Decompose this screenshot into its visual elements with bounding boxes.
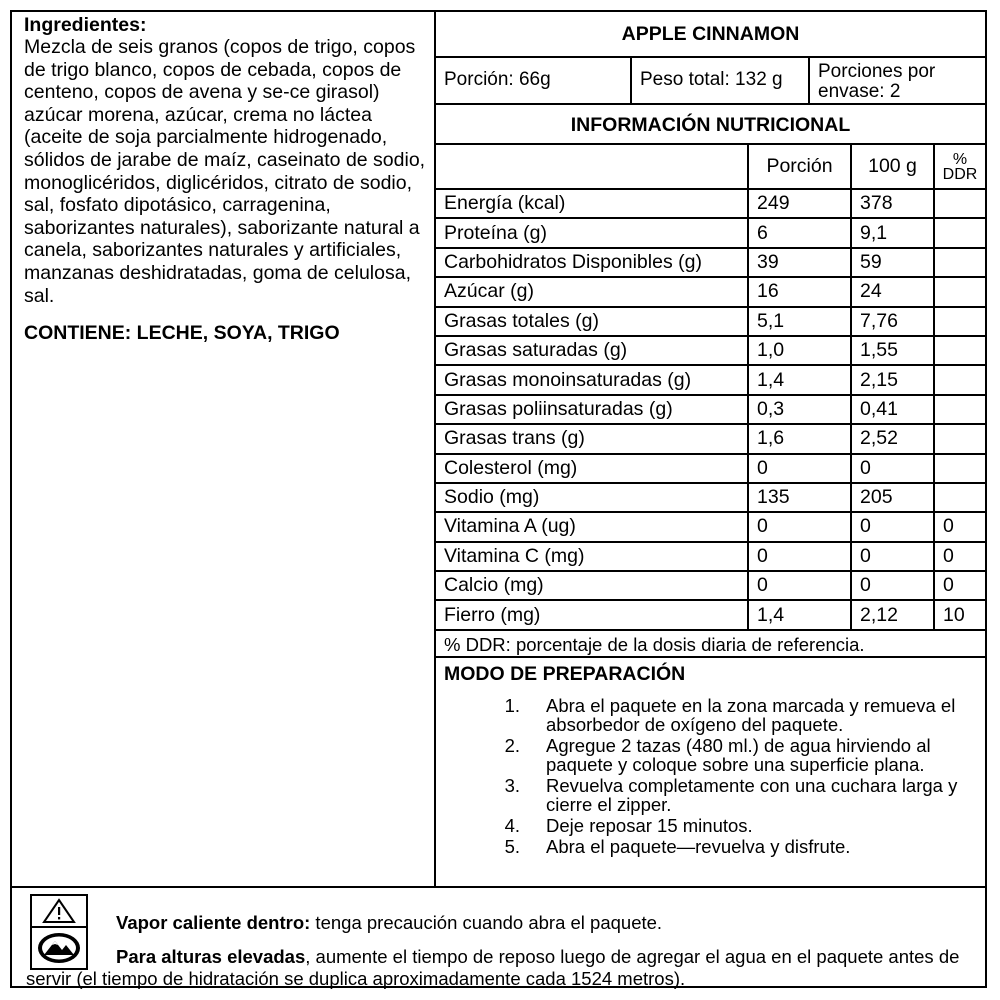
per100-value: 0 — [851, 571, 934, 600]
portion-value: 0 — [748, 571, 851, 600]
nutrient-label: Grasas poliinsaturadas (g) — [436, 395, 748, 424]
ingredients-title: Ingredientes: — [24, 14, 147, 36]
table-row — [436, 571, 985, 600]
portion-value: 5,1 — [748, 307, 851, 336]
per100-value: 205 — [851, 483, 934, 512]
header-label — [436, 145, 748, 189]
table-row — [436, 512, 985, 541]
nutrient-label: Vitamina A (ug) — [436, 512, 748, 541]
table-row — [436, 395, 985, 424]
step-text: Abra el paquete en la zona marcada y remueva el absorbedor de oxígeno del paquete. — [546, 694, 956, 735]
total-weight: Peso total: 132 g — [632, 58, 810, 103]
per100-value: 59 — [851, 248, 934, 277]
ddr-value: 0 — [934, 512, 985, 541]
ddr-value — [934, 454, 985, 483]
table-row — [436, 424, 985, 453]
table-row — [436, 542, 985, 571]
ddr-value — [934, 395, 985, 424]
table-row — [436, 365, 985, 394]
ddr-value — [934, 277, 985, 306]
nutrition-table — [436, 145, 985, 631]
ddr-value — [934, 365, 985, 394]
header-per-100g: 100 g — [851, 145, 934, 189]
portion-value: 1,4 — [748, 365, 851, 394]
per100-value: 1,55 — [851, 336, 934, 365]
preparation-steps — [436, 696, 985, 856]
nutrition-header-row — [436, 145, 985, 189]
nutrition-title: INFORMACIÓN NUTRICIONAL — [436, 105, 985, 145]
ddr-value — [934, 218, 985, 247]
ddr-value — [934, 248, 985, 277]
nutrient-label: Grasas saturadas (g) — [436, 336, 748, 365]
portion-value: 1,6 — [748, 424, 851, 453]
portion-value: 0 — [748, 454, 851, 483]
nutrient-label: Calcio (mg) — [436, 571, 748, 600]
portion-size: Porción: 66g — [436, 58, 632, 103]
portion-value: 0 — [748, 512, 851, 541]
steam-warning — [116, 912, 662, 934]
list-item — [436, 816, 985, 835]
table-row — [436, 454, 985, 483]
list-item — [436, 776, 985, 814]
table-row — [436, 248, 985, 277]
nutrient-label: Grasas totales (g) — [436, 307, 748, 336]
ddr-value — [934, 307, 985, 336]
header-ddr — [934, 145, 985, 189]
portion-value: 0 — [748, 542, 851, 571]
nutrient-label: Energía (kcal) — [436, 189, 748, 218]
ddr-value: 0 — [934, 571, 985, 600]
list-item — [436, 736, 985, 774]
warning-triangle-icon — [42, 898, 76, 924]
ddr-value — [934, 424, 985, 453]
nutrient-label: Azúcar (g) — [436, 277, 748, 306]
step-number: 2. — [504, 734, 520, 756]
header-ddr-text: % DDR — [942, 150, 978, 183]
nutrient-label: Carbohidratos Disponibles (g) — [436, 248, 748, 277]
portion-value: 16 — [748, 277, 851, 306]
per100-value: 378 — [851, 189, 934, 218]
portion-info-row — [436, 58, 985, 105]
preparation-section — [436, 658, 985, 856]
ingredients-text: Mezcla de seis granos (copos de trigo, copos de trigo blanco, copos de cebada, copos de centeno, copos de avena y se-ce girasol) azúcar morena, azúcar, crema no láctea (aceite de soja parcialmente hidrogenado, sólidos de jarabe de maíz, caseinato de sodio, monoglicéridos, diglicéridos, citrato de sodio, sal, fosfato dipotásico, carragenina, saborizantes naturales), saborizante natural a canela, saborizantes naturales y artificiales, manzanas deshidratadas, goma de celulosa, sal. — [24, 36, 426, 307]
ddr-value: 0 — [934, 542, 985, 571]
warnings-section — [12, 886, 985, 989]
ddr-value — [934, 189, 985, 218]
altitude-warning — [26, 946, 981, 990]
altitude-warning-bold: Para alturas elevadas — [116, 946, 306, 967]
per100-value: 2,12 — [851, 600, 934, 629]
step-number: 4. — [504, 814, 520, 836]
label-panel — [10, 10, 987, 988]
portion-value: 0,3 — [748, 395, 851, 424]
allergen-statement: CONTIENE: LECHE, SOYA, TRIGO — [24, 322, 340, 345]
per100-value: 24 — [851, 277, 934, 306]
table-row — [436, 600, 985, 629]
preparation-title: MODO DE PREPARACIÓN — [444, 662, 686, 685]
step-text: Abra el paquete—revuelva y disfrute. — [546, 835, 851, 857]
per100-value: 2,15 — [851, 365, 934, 394]
table-row — [436, 218, 985, 247]
per100-value: 0 — [851, 512, 934, 541]
portion-value: 1,4 — [748, 600, 851, 629]
step-text: Agregue 2 tazas (480 ml.) de agua hirviendo al paquete y coloque sobre una superficie plana. — [546, 734, 931, 775]
per100-value: 7,76 — [851, 307, 934, 336]
portion-value: 1,0 — [748, 336, 851, 365]
steam-warning-text: tenga precaución cuando abra el paquete. — [310, 912, 663, 933]
nutrient-label: Fierro (mg) — [436, 600, 748, 629]
step-text: Deje reposar 15 minutos. — [546, 814, 753, 836]
step-number: 3. — [504, 774, 520, 796]
ddr-value — [934, 336, 985, 365]
product-title: APPLE CINNAMON — [436, 12, 985, 58]
table-row — [436, 336, 985, 365]
nutrient-label: Proteína (g) — [436, 218, 748, 247]
step-number: 5. — [504, 835, 520, 857]
altitude-warning-text: , aumente el tiempo de reposo luego de agregar el agua en el paquete antes de servir (el tiempo de hidratación se duplica aproximadamente cada 1524 metros). — [26, 946, 960, 989]
list-item — [436, 696, 985, 734]
table-row — [436, 307, 985, 336]
nutrient-label: Sodio (mg) — [436, 483, 748, 512]
step-number: 1. — [504, 694, 520, 716]
table-row — [436, 189, 985, 218]
nutrient-label: Grasas trans (g) — [436, 424, 748, 453]
ingredients-section — [12, 12, 436, 886]
portion-value: 6 — [748, 218, 851, 247]
ddr-value: 10 — [934, 600, 985, 629]
servings-per-package: Porciones por envase: 2 — [818, 61, 936, 102]
ddr-footnote: % DDR: porcentaje de la dosis diaria de referencia. — [436, 631, 985, 658]
nutrient-label: Grasas monoinsaturadas (g) — [436, 365, 748, 394]
table-row — [436, 483, 985, 512]
header-portion: Porción — [748, 145, 851, 189]
per100-value: 0,41 — [851, 395, 934, 424]
steam-warning-bold: Vapor caliente dentro: — [116, 912, 311, 933]
portion-value: 135 — [748, 483, 851, 512]
portion-value: 39 — [748, 248, 851, 277]
per100-value: 0 — [851, 542, 934, 571]
nutrition-section — [436, 12, 985, 886]
per100-value: 2,52 — [851, 424, 934, 453]
ddr-value — [934, 483, 985, 512]
per100-value: 0 — [851, 454, 934, 483]
nutrient-label: Vitamina C (mg) — [436, 542, 748, 571]
table-row — [436, 277, 985, 306]
nutrient-label: Colesterol (mg) — [436, 454, 748, 483]
list-item — [436, 837, 985, 856]
portion-value: 249 — [748, 189, 851, 218]
per100-value: 9,1 — [851, 218, 934, 247]
step-text: Revuelva completamente con una cuchara larga y cierre el zipper. — [546, 774, 958, 815]
